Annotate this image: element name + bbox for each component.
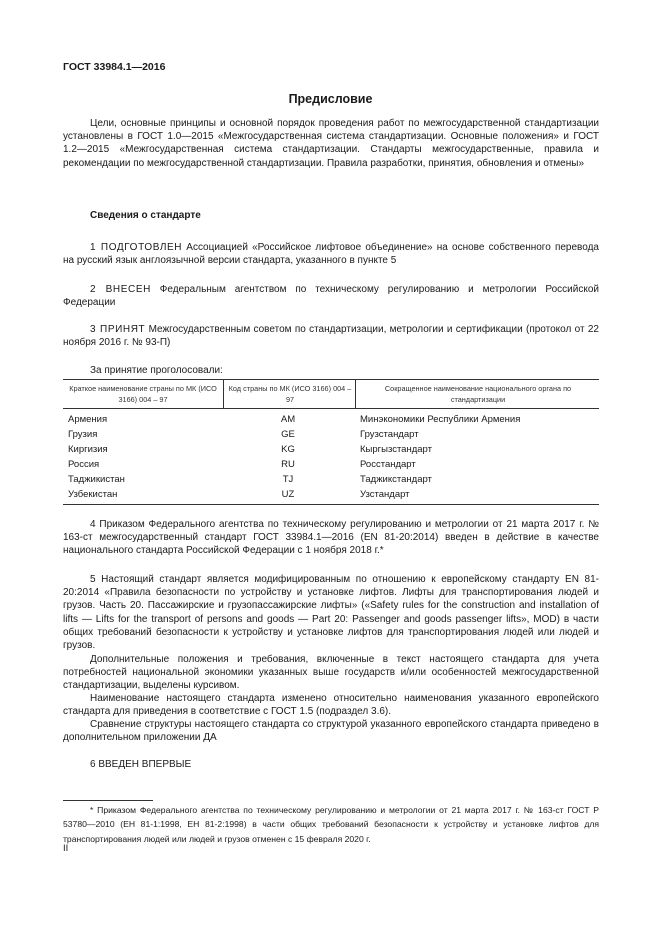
table-row xyxy=(63,489,599,504)
item-3-paragraph xyxy=(63,323,599,349)
item-1-lead: 1 ПОДГОТОВЛЕН xyxy=(90,242,183,253)
row-body: Кыргызстандарт xyxy=(360,444,432,455)
item-1-text: Ассоциацией «Российское лифтовое объединение» на основе собственного перевода на русский язык англоязычной версии стандарта, указанного в пункте 5 xyxy=(63,242,599,267)
row-code: GE xyxy=(281,429,295,440)
item-2-text: Федеральным агентством по техническому регулированию и метрологии Российской Федерации xyxy=(63,284,599,309)
intro-paragraph: Цели, основные принципы и основной порядок проведения работ по межгосударственной стандартизации установлены в ГОСТ 1.0—2015 «Межгосударственная система стандартизации. Основные положения» и ГОСТ 1.2—2015 «Межгосударственная система стандартизации. Стандарты межгосударственные, правила и рекомендации по межгосударственной стандартизации. Правила разработки, принятия, обновления и отмены» xyxy=(63,118,599,169)
row-country: Грузия xyxy=(68,429,98,440)
row-body: Грузстандарт xyxy=(360,429,419,440)
voted-label: За принятие проголосовали: xyxy=(90,365,223,376)
table-header-code: Код страны по МК (ИСО 3166) 004 – 97 xyxy=(228,384,352,404)
row-country: Таджикистан xyxy=(68,474,125,485)
footnote: * Приказом Федерального агентства по техническому регулированию и метрологии от 21 марта 2017 г. № 163-ст ГОСТ Р 53780—2010 (EH 81-1:1998, EH 81-2:1998) в части общих требований безопасности к устройству и установке лифтов для транспортирования людей или людей и грузов отменен с 15 февраля 2020 г. xyxy=(63,805,599,844)
row-body: Таджикстандарт xyxy=(360,474,432,485)
item-6-paragraph: 6 ВВЕДЕН ВПЕРВЫЕ xyxy=(90,759,192,770)
row-code: TJ xyxy=(282,474,294,485)
item-1-paragraph xyxy=(63,241,599,267)
row-code: RU xyxy=(281,459,295,470)
table-row xyxy=(63,474,599,489)
item-3-text: Межгосударственным советом по стандартизации, метрологии и сертификации (протокол от 22 ноября 2016 г. № 93-П) xyxy=(63,324,599,349)
row-code: UZ xyxy=(281,489,295,500)
row-code: AM xyxy=(280,414,296,425)
item-5-comparison: Сравнение структуры настоящего стандарта со структурой указанного европейского стандарта приведено в дополнительном приложении ДА xyxy=(63,719,599,744)
table-row xyxy=(63,429,599,444)
table-header-country: Краткое наименование страны по МК (ИСО 3166) 004 – 97 xyxy=(69,384,217,404)
row-country: Киргизия xyxy=(68,444,108,455)
section-heading: Сведения о стандарте xyxy=(90,210,201,221)
item-5-name-change: Наименование настоящего стандарта изменено относительно наименования указанного европейского стандарта для приведения в соответствие с ГОСТ 1.5 (подраздел 3.6). xyxy=(63,693,599,718)
standard-number: ГОСТ 33984.1—2016 xyxy=(63,61,166,73)
row-body: Минэкономики Республики Армения xyxy=(360,414,521,425)
table-header-body: Сокращенное наименование национального органа по стандартизации xyxy=(384,384,572,404)
row-code: KG xyxy=(281,444,295,455)
item-2-lead: 2 ВНЕСЕН xyxy=(90,284,151,295)
item-5-paragraph: 5 Настоящий стандарт является модифицированным по отношению к европейскому стандарту EN 81-20:2014 «Правила безопасности по устройству и установке лифтов. Лифты для транспортирования людей и грузов. Часть 20. Пассажирские и грузопассажирские лифты» («Safety rules for the construction and installation of lifts — Lifts for the transport of persons and goods — Part 20: Passenger and goods passenger lifts», MOD) в части общих требований безопасности к устройству и установке лифтов для транспортирования людей или людей и грузов. xyxy=(63,574,599,652)
item-4-paragraph: 4 Приказом Федерального агентства по техническому регулированию и метрологии от 21 марта 2017 г. № 163-ст межгосударственный стандарт ГОСТ 33984.1—2016 (EN 81-20:2014) введен в действие в качестве национального стандарта Российской Федерации с 1 ноября 2018 г.* xyxy=(63,519,599,557)
row-country: Россия xyxy=(68,459,100,470)
table-header-border xyxy=(63,408,599,409)
table-row xyxy=(63,459,599,474)
table-bottom-border xyxy=(63,504,599,505)
row-country: Узбекистан xyxy=(68,489,118,500)
page-title: Предисловие xyxy=(288,92,373,106)
item-3-lead: 3 ПРИНЯТ xyxy=(90,324,146,335)
table-row xyxy=(63,414,599,429)
table-divider xyxy=(355,379,356,408)
row-body: Узстандарт xyxy=(360,489,410,500)
row-country: Армения xyxy=(68,414,108,425)
item-5-additional: Дополнительные положения и требования, включенные в текст настоящего стандарта для учета потребностей национальной экономики указанных выше государств и/или особенностей межгосударственной стандартизации, выделены курсивом. xyxy=(63,654,599,692)
table-divider xyxy=(223,379,224,408)
row-body: Росстандарт xyxy=(360,459,416,470)
page-number: II xyxy=(63,843,69,854)
footnote-separator xyxy=(63,800,153,801)
item-2-paragraph xyxy=(63,283,599,309)
table-row xyxy=(63,444,599,459)
table-top-border xyxy=(63,379,599,380)
